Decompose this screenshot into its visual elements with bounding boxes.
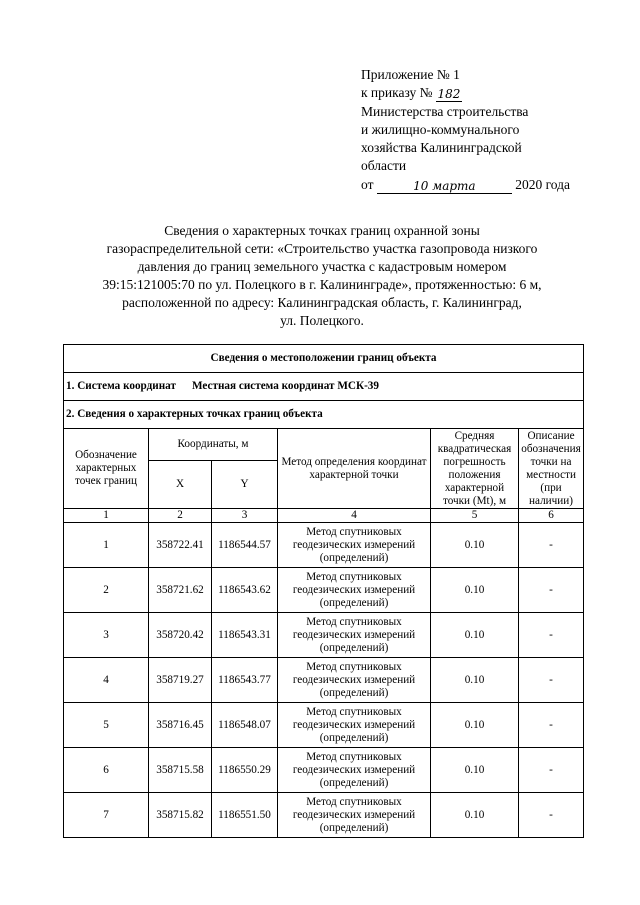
table-row [64,703,584,748]
header-method: Метод определения координат характерной точки [278,429,431,509]
annex-order-number: 182 [437,87,461,102]
column-number: 2 [149,509,212,523]
annex-line-3: Министерства строительства [361,103,529,119]
header-y: Y [212,461,278,509]
cell-y: 1186543.62 [212,568,278,613]
annex-line-1: Приложение № 1 [361,67,460,82]
cell-error: 0.10 [431,793,519,838]
cell-method: Метод спутниковых геодезических измерений (определений) [278,748,431,793]
column-number: 1 [64,509,149,523]
cell-point: 2 [64,568,149,613]
annex-line-4: и жилищно-коммунального [361,121,520,137]
cell-point: 7 [64,793,149,838]
cell-error: 0.10 [431,703,519,748]
cell-point: 4 [64,658,149,703]
cell-error: 0.10 [431,523,519,568]
cell-error: 0.10 [431,568,519,613]
cell-y: 1186543.31 [212,613,278,658]
cell-description: - [519,748,584,793]
points-label-row [64,401,584,429]
header-row-1 [64,429,584,461]
coord-system-value: Местная система координат МСК-39 [191,380,379,392]
title-line: газораспределительной сети: «Строительство участка газопровода низкого [106,241,538,256]
cell-point: 1 [64,523,149,568]
cell-description: - [519,523,584,568]
cell-x: 358715.58 [149,748,212,793]
column-number: 4 [278,509,431,523]
title-line: Сведения о характерных точках границ охранной зоны [164,223,480,238]
table-row [64,613,584,658]
points-label: 2. Сведения о характерных точках границ объекта [64,401,584,429]
cell-point: 6 [64,748,149,793]
table-row [64,658,584,703]
annex-line-5: хозяйства Калининградской [361,140,522,156]
cell-error: 0.10 [431,658,519,703]
cell-x: 358722.41 [149,523,212,568]
table-body [64,345,584,838]
cell-point: 3 [64,613,149,658]
annex-block [361,66,601,194]
cell-y: 1186551.50 [212,793,278,838]
annex-date-line [361,176,601,194]
column-numbers-row [64,509,584,523]
coord-system-cell [64,373,584,401]
table-row [64,793,584,838]
cell-error: 0.10 [431,613,519,658]
header-x: X [149,461,212,509]
annex-order-prefix: к приказу № [361,85,433,101]
title-line: расположенной по адресу: Калининградская область, г. Калининград, [122,295,522,310]
cell-description: - [519,793,584,838]
section-title: Сведения о местоположении границ объекта [64,345,584,373]
cell-x: 358720.42 [149,613,212,658]
points-table [63,344,584,838]
table-row [64,523,584,568]
cell-x: 358716.45 [149,703,212,748]
cell-x: 358721.62 [149,568,212,613]
annex-order-line [361,84,601,102]
table-row [64,748,584,793]
title-line: ул. Полецкого. [280,313,364,328]
annex-date-suffix: 2020 года [515,176,571,192]
cell-y: 1186550.29 [212,748,278,793]
table-row [64,568,584,613]
header-coordinates: Координаты, м [149,429,278,461]
cell-y: 1186543.77 [212,658,278,703]
header-error: Средняя квадратическая погрешность положения характерной точки (Mt), м [431,429,519,509]
annex-date-prefix: от [361,176,374,192]
section-title-row [64,345,584,373]
cell-description: - [519,613,584,658]
cell-method: Метод спутниковых геодезических измерений (определений) [278,793,431,838]
coord-system-label: 1. Система координат [66,380,176,392]
cell-y: 1186544.57 [212,523,278,568]
title-line: 39:15:121005:70 по ул. Полецкого в г. Калининграде», протяженностью: 6 м, [102,277,542,292]
coord-system-row [64,373,584,401]
cell-method: Метод спутниковых геодезических измерений (определений) [278,523,431,568]
header-point: Обозначение характерных точек границ [64,429,149,509]
cell-point: 5 [64,703,149,748]
cell-x: 358719.27 [149,658,212,703]
column-number: 6 [519,509,584,523]
cell-description: - [519,703,584,748]
header-description: Описание обозначения точки на местности (при наличии) [519,429,584,509]
column-number: 3 [212,509,278,523]
annex-date-handwritten: 10 марта [377,179,512,194]
cell-method: Метод спутниковых геодезических измерений (определений) [278,703,431,748]
cell-method: Метод спутниковых геодезических измерений (определений) [278,658,431,703]
cell-y: 1186548.07 [212,703,278,748]
cell-method: Метод спутниковых геодезических измерений (определений) [278,568,431,613]
cell-method: Метод спутниковых геодезических измерений (определений) [278,613,431,658]
cell-error: 0.10 [431,748,519,793]
column-number: 5 [431,509,519,523]
cell-description: - [519,568,584,613]
title-line: давления до границ земельного участка с кадастровым номером [137,259,507,274]
cell-x: 358715.82 [149,793,212,838]
annex-line-6: области [361,158,407,174]
cell-description: - [519,658,584,703]
document-title [62,222,582,330]
